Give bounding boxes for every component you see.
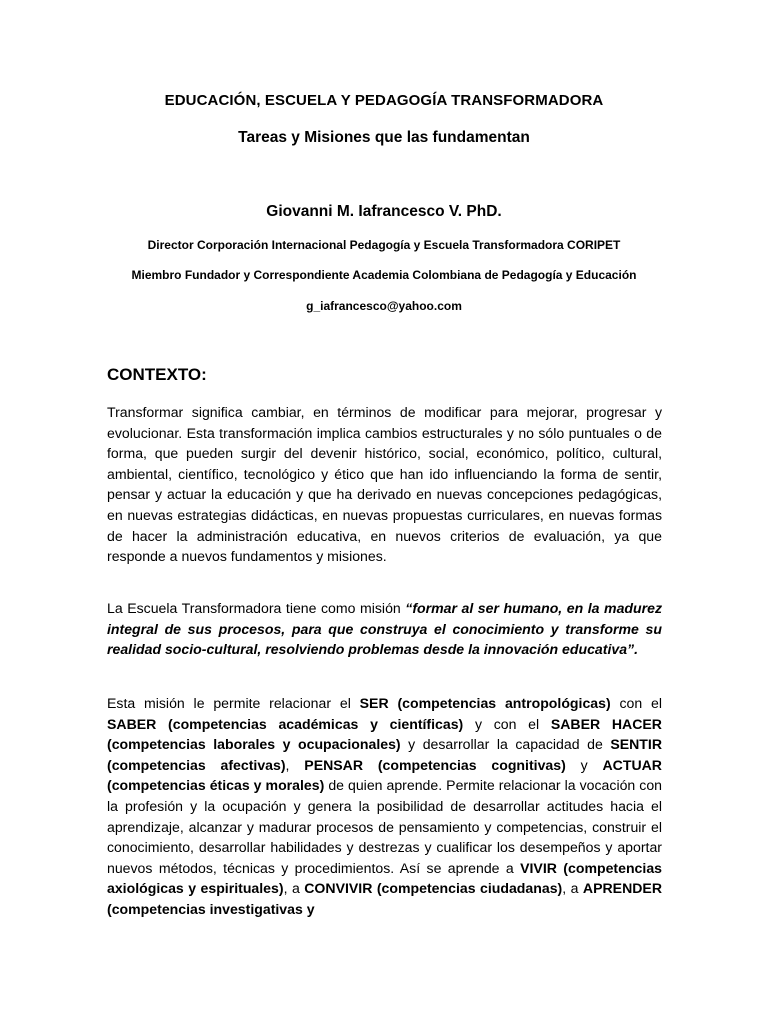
text-run: y desarrollar la capacidad de <box>400 736 611 753</box>
competence-sentir: SENTIR (competencias afectivas) <box>107 736 662 773</box>
competence-pensar: PENSAR (competencias cognitivas) <box>304 756 566 773</box>
paragraph-2-lead: La Escuela Transformadora tiene como misión <box>107 600 406 616</box>
paragraph-2 <box>107 598 662 660</box>
mission-quote: “formar al ser humano, en la madurez integral de sus procesos, para que construya el conocimiento y transforme su realidad socio-cultural, resolviendo problemas desde la innovación educativa”. <box>107 600 662 658</box>
author-email: g_iafrancesco@yahoo.com <box>306 299 462 313</box>
text-run: Esta misión le permite relacionar el <box>107 695 360 711</box>
competence-vivir: VIVIR (competencias axiológicas y espirituales) <box>107 859 662 897</box>
text-run: , a <box>283 880 305 897</box>
text-run: , a <box>562 880 583 897</box>
competence-convivir: CONVIVIR (competencias ciudadanas) <box>304 880 563 897</box>
text-run: con el <box>610 695 662 711</box>
text-run: , <box>285 756 305 773</box>
text-run: y con el <box>463 715 551 732</box>
competence-aprender: APRENDER (competencias investigativas y <box>107 880 663 917</box>
author-affiliation-2: Miembro Fundador y Correspondiente Academia Colombiana de Pedagogía y Educación <box>131 268 637 282</box>
text-run: de quien aprende. Permite relacionar la vocación con la profesión y la ocupación y genera la posibilidad de desarrollar actitudes hacia el aprendizaje, alcanzar y madurar procesos de pensamiento y competencias, construir el conocimiento, desarrollar habilidades y destrezas y cualificar los desempeños y aportar nuevos métodos, técnicas y procedimientos. Así se aprende a <box>107 777 662 876</box>
competence-actuar: ACTUAR (competencias éticas y morales) <box>107 756 662 794</box>
author-affiliation-1: Director Corporación Internacional Pedagogía y Escuela Transformadora CORIPET <box>147 238 621 252</box>
section-heading: CONTEXTO: <box>107 365 207 384</box>
text-run: y <box>565 756 603 773</box>
document-title: EDUCACIÓN, ESCUELA Y PEDAGOGÍA TRANSFORMADORA <box>164 92 604 109</box>
competence-saber-hacer: SABER HACER (competencias laborales y ocupacionales) <box>107 715 662 753</box>
paragraph-3 <box>107 693 662 920</box>
document-subtitle: Tareas y Misiones que las fundamentan <box>238 129 530 146</box>
paragraph-1: Transformar significa cambiar, en términos de modificar para mejorar, progresar y evolucionar. Esta transformación implica cambios estructurales y no sólo puntuales o de forma, que pueden surgir del devenir histórico, social, económico, político, cultural, ambiental, científico, tecnológico y ético que han ido influenciando la forma de sentir, pensar y actuar la educación y que ha derivado en nuevas concepciones pedagógicas, en nuevas estrategias didácticas, en nuevas propuestas curriculares, en nuevas formas de hacer la administración educativa, en nuevos criterios de evaluación, ya que responde a nuevos fundamentos y misiones. <box>107 404 662 565</box>
competence-ser: SER (competencias antropológicas) <box>359 695 611 711</box>
competence-saber: SABER (competencias académicas y científicas) <box>107 715 464 732</box>
author-name: Giovanni M. Iafrancesco V. PhD. <box>266 203 502 220</box>
